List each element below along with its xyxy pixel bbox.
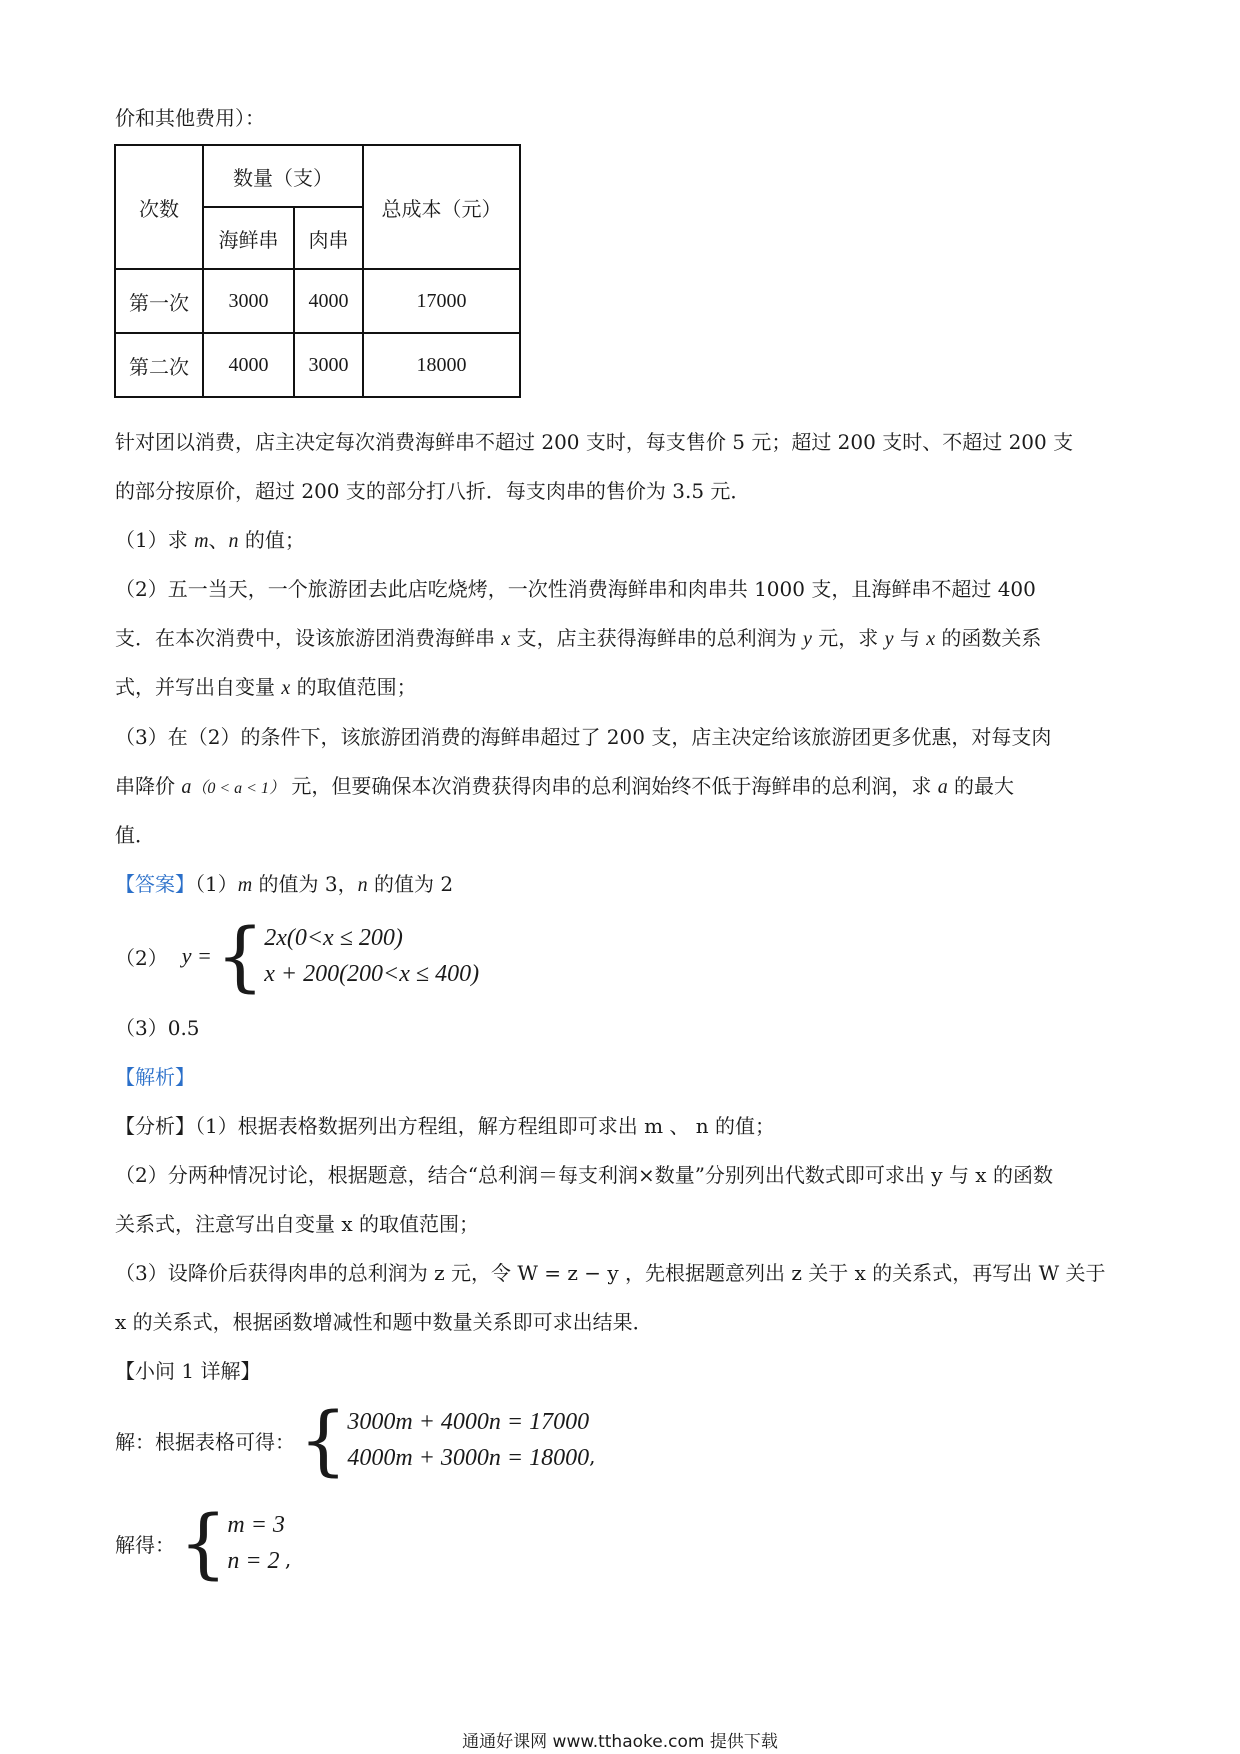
question-2-line-2: 支．在本次消费中，设该旅游团消费海鲜串 x 支，店主获得海鲜串的总利润为 y 元，求 y 与 x 的函数关系 (115, 626, 1042, 650)
analysis-part-1: 【分析】（1）根据表格数据列出方程组，解方程组即可求出 m 、 n 的值； (115, 1114, 775, 1138)
answer-1: 【答案】（1）m 的值为 3，n 的值为 2 (115, 872, 454, 896)
question-3-line-2: 串降价 a（0 < a < 1） 元，但要确保本次消费获得肉串的总利润始终不低于海鲜串的总利润，求 a 的最大 (115, 774, 1015, 798)
table-row (115, 333, 520, 397)
table-row (115, 269, 520, 333)
question-2-line-3: 式，并写出自变量 x 的取值范围； (115, 675, 417, 699)
row-label: 第一次 (115, 269, 203, 333)
pricing-rule-line-1: 针对团以消费，店主决定每次消费海鲜串不超过 200 支时，每支售价 5 元；超过 200 支时、不超过 200 支 (115, 430, 1074, 454)
equation-system: 解：根据表格可得： { 3000m + 4000n = 17000 4000m + 3000n = 18000 , (115, 1395, 596, 1484)
footer-watermark: 通通好课网 www.tthaoke.com 提供下载 (462, 1732, 778, 1752)
left-brace: { (215, 911, 265, 1000)
row-label: 第二次 (115, 333, 203, 397)
question-3-line-1: （3）在（2）的条件下，该旅游团消费的海鲜串超过了 200 支，店主决定给该旅游团更多优惠，对每支肉 (115, 725, 1052, 749)
header-seafood: 海鲜串 (203, 207, 294, 269)
header-total-cost: 总成本（元） (363, 145, 520, 269)
question-2-line-1: （2）五一当天，一个旅游团去此店吃烧烤，一次性消费海鲜串和肉串共 1000 支，且海鲜串不超过 400 (115, 577, 1036, 601)
intro-text: 价和其他费用）： (115, 106, 265, 130)
header-times: 次数 (115, 145, 203, 269)
cell-meat: 4000 (294, 269, 363, 333)
analysis-tag: 【解析】 (115, 1065, 195, 1089)
cell-seafood: 3000 (203, 269, 294, 333)
analysis-part-2-line-2: 关系式，注意写出自变量 x 的取值范围； (115, 1212, 479, 1236)
pricing-rule-line-2: 的部分按原价，超过 200 支的部分打八折．每支肉串的售价为 3.5 元． (115, 479, 751, 503)
question-3-line-3: 值． (115, 823, 155, 847)
header-meat: 肉串 (294, 207, 363, 269)
cell-cost: 18000 (363, 333, 520, 397)
answer-2-piecewise: （2） y = { 2x(0<x ≤ 200) x + 200(200<x ≤ 400) (115, 911, 480, 1000)
cell-seafood: 4000 (203, 333, 294, 397)
analysis-part-2-line-1: （2）分两种情况讨论，根据题意，结合“总利润＝每支利润×数量”分别列出代数式即可求出 y 与 x 的函数 (115, 1163, 1053, 1187)
sub-question-1-heading: 【小问 1 详解】 (115, 1359, 261, 1383)
question-1: （1）求 m、n 的值； (115, 528, 305, 552)
answer-tag: 【答案】 (115, 872, 195, 896)
left-brace: { (179, 1498, 228, 1587)
cell-meat: 3000 (294, 333, 363, 397)
left-brace: { (299, 1395, 348, 1484)
analysis-part-3-line-1: （3）设降价后获得肉串的总利润为 z 元，令 W = z − y ，先根据题意列出 z 关于 x 的关系式，再写出 W 关于 (115, 1261, 1106, 1285)
cost-table (114, 144, 521, 398)
answer-3: （3）0.5 (115, 1016, 200, 1040)
analysis-part-3-line-2: x 的关系式，根据函数增减性和题中数量关系即可求出结果． (115, 1310, 653, 1334)
solution-system: 解得： { m = 3 n = 2 , (115, 1498, 292, 1587)
header-quantity: 数量（支） (203, 145, 363, 207)
cell-cost: 17000 (363, 269, 520, 333)
